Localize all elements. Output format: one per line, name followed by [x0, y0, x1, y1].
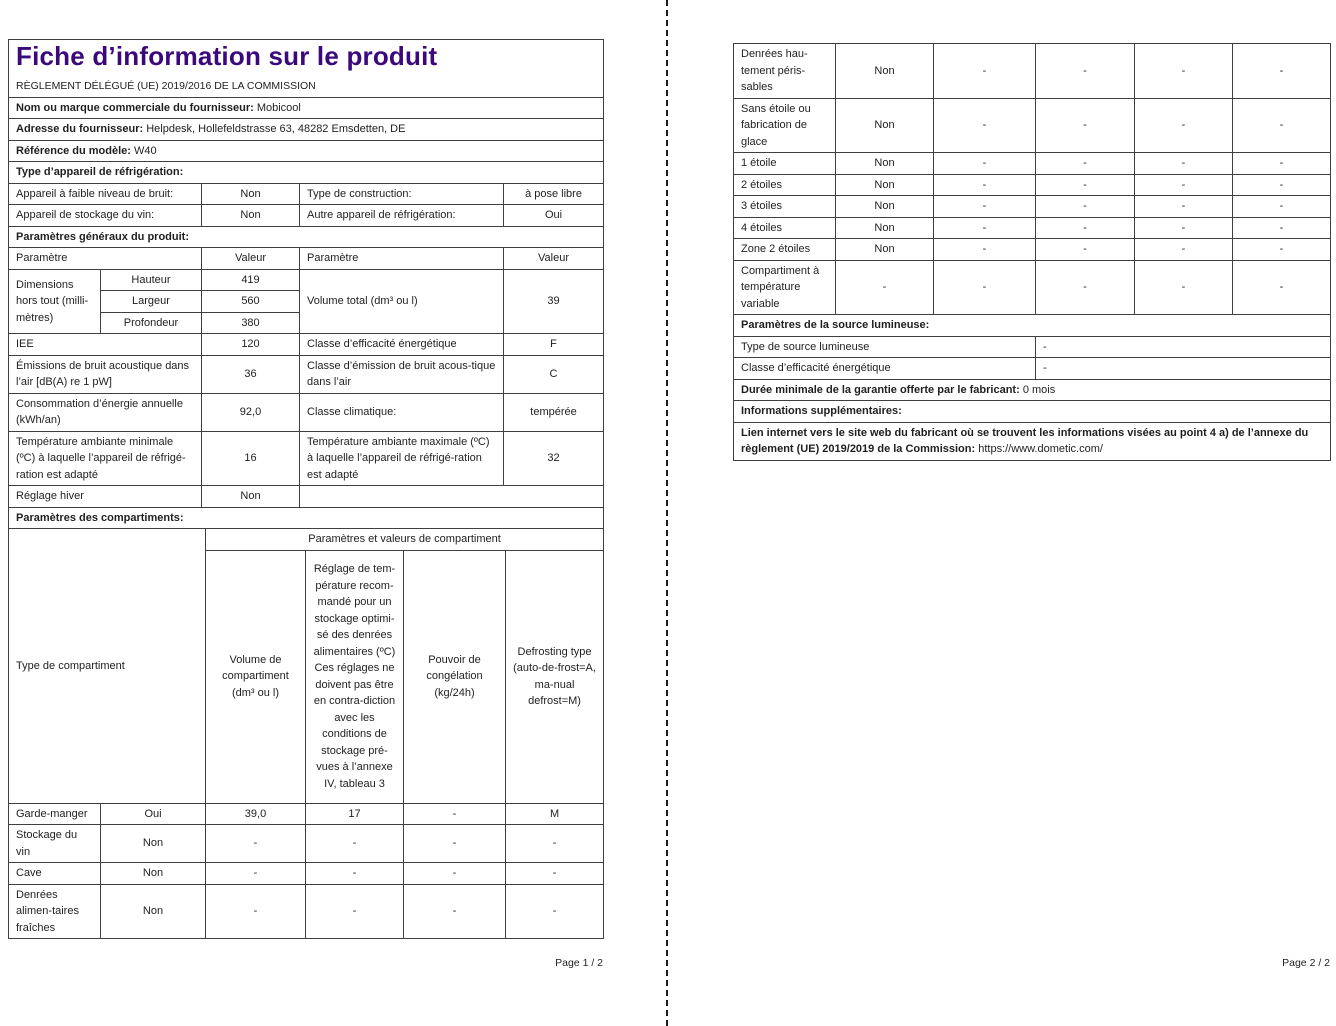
general-param-label: Température ambiante minimale (ºC) à laquelle l’appareil de réfrigé-ration est adapté: [9, 431, 202, 486]
compartment-volume: -: [206, 825, 306, 863]
compartment-defrosting-type: -: [506, 825, 604, 863]
compartment-temperature: -: [1036, 174, 1135, 196]
general-param-label: Classe climatique:: [300, 393, 504, 431]
type-table: [8, 183, 604, 227]
compartment-row: [734, 217, 1331, 239]
light-source-value: -: [1036, 358, 1331, 380]
compartment-defrosting-type: -: [1233, 44, 1331, 99]
compartment-present: Oui: [101, 803, 206, 825]
general-section-heading-row: [9, 226, 604, 248]
dimension-value: 560: [202, 291, 300, 313]
compartment-volume: -: [934, 260, 1036, 315]
type-param-label: Autre appareil de réfrigération:: [300, 205, 504, 227]
compartment-defrosting-type: -: [1233, 153, 1331, 175]
type-param-label: Appareil à faible niveau de bruit:: [9, 183, 202, 205]
general-param-value: 16: [202, 431, 300, 486]
compartment-volume: -: [934, 174, 1036, 196]
general-param-row: [9, 334, 604, 356]
general-param-row: [9, 431, 604, 486]
compartment-volume: -: [934, 239, 1036, 261]
supplier-address-row: [9, 119, 604, 141]
page-divider-dashed-line: [666, 0, 668, 1026]
type-param-value: Oui: [504, 205, 604, 227]
light-source-value: -: [1036, 336, 1331, 358]
page-title: Fiche d’information sur le produit: [16, 41, 438, 71]
compartment-temperature: -: [1036, 153, 1135, 175]
compartment-temperature: -: [306, 884, 404, 939]
compartment-freezing-capacity: -: [1135, 153, 1233, 175]
compartment-defrosting-type: -: [1233, 174, 1331, 196]
compartment-freezing-capacity: -: [404, 803, 506, 825]
compartment-volume: -: [934, 196, 1036, 218]
winter-setting-value: Non: [202, 486, 300, 508]
warranty-row: [734, 379, 1331, 401]
page1-footer: Page 1 / 2: [555, 957, 603, 969]
general-param-row: [9, 393, 604, 431]
compartment-volume: -: [206, 863, 306, 885]
general-param-label: Consommation d’énergie annuelle (kWh/an): [9, 393, 202, 431]
compartment-freezing-capacity: -: [1135, 260, 1233, 315]
general-param-value: 120: [202, 334, 300, 356]
supplier-name-label: Nom ou marque commerciale du fournisseur:: [16, 101, 254, 114]
general-param-value: 32: [504, 431, 604, 486]
extra-info-heading-row: [734, 401, 1331, 423]
page-1: [8, 40, 603, 939]
compartment-row: [734, 239, 1331, 261]
compartment-present: -: [836, 260, 934, 315]
compartment-freezing-capacity: -: [1135, 44, 1233, 99]
compartment-row: [9, 884, 604, 939]
supplier-address-label: Adresse du fournisseur:: [16, 123, 144, 136]
compartment-present: Non: [836, 239, 934, 261]
col-header-compartment-type: Type de compartiment: [9, 529, 206, 804]
col-header-value: Valeur: [202, 248, 300, 270]
compartments-table: [8, 507, 604, 940]
compartment-type: Sans étoile ou fabrication de glace: [734, 98, 836, 153]
compartment-temperature: -: [1036, 196, 1135, 218]
compartment-row: [734, 44, 1331, 99]
col-header-param: Paramètre: [9, 248, 202, 270]
supplier-name-row: [9, 97, 604, 119]
compartment-temperature: -: [1036, 98, 1135, 153]
light-source-row: [734, 358, 1331, 380]
general-param-value: 92,0: [202, 393, 300, 431]
compartment-defrosting-type: -: [506, 863, 604, 885]
dimension-value: 419: [202, 269, 300, 291]
general-param-value: 36: [202, 355, 300, 393]
compartment-type: Stockage du vin: [9, 825, 101, 863]
compartment-row: [9, 863, 604, 885]
compartment-temperature: -: [1036, 239, 1135, 261]
compartment-temperature: -: [306, 825, 404, 863]
compartment-freezing-capacity: -: [1135, 196, 1233, 218]
compartment-row: [734, 98, 1331, 153]
compartment-type: Zone 2 étoiles: [734, 239, 836, 261]
type-row: [9, 205, 604, 227]
compartment-present: Non: [101, 863, 206, 885]
compartment-temperature: -: [1036, 44, 1135, 99]
warranty-label: Durée minimale de la garantie offerte par le fabricant:: [741, 383, 1020, 396]
compartment-defrosting-type: -: [506, 884, 604, 939]
compartment-volume: -: [206, 884, 306, 939]
compartment-defrosting-type: -: [1233, 260, 1331, 315]
compartment-defrosting-type: M: [506, 803, 604, 825]
compartment-freezing-capacity: -: [1135, 217, 1233, 239]
empty-cell: [300, 486, 604, 508]
compartment-present: Non: [101, 825, 206, 863]
manufacturer-link-url: https://www.dometic.com/: [978, 443, 1103, 455]
type-param-value: à pose libre: [504, 183, 604, 205]
general-param-label: Classe d’émission de bruit acous-tique dans l’air: [300, 355, 504, 393]
page2-footer: Page 2 / 2: [1282, 957, 1330, 969]
compartment-row: [734, 260, 1331, 315]
compartment-temperature: 17: [306, 803, 404, 825]
compartment-type: 1 étoile: [734, 153, 836, 175]
dimension-name: Profondeur: [101, 312, 202, 334]
compartment-present: Non: [836, 153, 934, 175]
compartment-present: Non: [836, 196, 934, 218]
compartment-volume: 39,0: [206, 803, 306, 825]
volume-total-label: Volume total (dm³ ou l): [300, 269, 504, 334]
supplier-address-value: Helpdesk, Hollefeldstrasse 63, 48282 Emsdetten, DE: [146, 123, 406, 136]
compartment-volume: -: [934, 153, 1036, 175]
general-param-row: [9, 355, 604, 393]
compartment-volume: -: [934, 44, 1036, 99]
supplier-name-value: Mobicool: [256, 101, 301, 114]
compartment-temperature: -: [306, 863, 404, 885]
manufacturer-link-row: [734, 422, 1331, 460]
general-param-value: tempérée: [504, 393, 604, 431]
extra-info-heading: Informations supplémentaires:: [734, 401, 1331, 423]
winter-setting-label: Réglage hiver: [9, 486, 202, 508]
compartments-span-header-row: [9, 529, 604, 551]
compartment-temperature: -: [1036, 217, 1135, 239]
col-header-volume: Volume de compartiment (dm³ ou l): [206, 550, 306, 803]
compartment-present: Non: [836, 217, 934, 239]
general-header-row: [9, 248, 604, 270]
compartment-present: Non: [101, 884, 206, 939]
compartment-present: Non: [836, 98, 934, 153]
compartment-type: Denrées hau-tement péris-sables: [734, 44, 836, 99]
compartment-volume: -: [934, 98, 1036, 153]
compartment-freezing-capacity: -: [404, 884, 506, 939]
col-header-value: Valeur: [504, 248, 604, 270]
model-ref-label: Référence du modèle:: [16, 144, 131, 157]
type-param-label: Type de construction:: [300, 183, 504, 205]
light-source-row: [734, 336, 1331, 358]
compartment-temperature: -: [1036, 260, 1135, 315]
dimension-row: [9, 269, 604, 291]
compartment-volume: -: [934, 217, 1036, 239]
page-2: [733, 44, 1330, 461]
type-section-heading-row: [9, 162, 604, 184]
general-param-label: IEE: [9, 334, 202, 356]
warranty-value: 0 mois: [1022, 383, 1056, 396]
compartment-type: 2 étoiles: [734, 174, 836, 196]
winter-setting-row: [9, 486, 604, 508]
light-source-section-heading: Paramètres de la source lumineuse:: [734, 315, 1331, 337]
type-row: [9, 183, 604, 205]
compartment-type: 3 étoiles: [734, 196, 836, 218]
compartment-present: Non: [836, 174, 934, 196]
col-header-temperature: Réglage de tem-pérature recom-mandé pour un stockage optimi-sé des denrées alimentaires (ºC) Ces réglages ne doivent pas être en contra-diction avec les conditions de stockage pré-vues à l’annexe IV, tableau 3: [306, 550, 404, 803]
compartments-section-heading: Paramètres des compartiments:: [9, 507, 604, 529]
compartment-row: [734, 174, 1331, 196]
model-ref-row: [9, 140, 604, 162]
compartments-span-header: Paramètres et valeurs de compartiment: [206, 529, 604, 551]
col-header-defrosting-type: Defrosting type (auto-de-frost=A, ma-nual defrost=M): [506, 550, 604, 803]
general-param-label: Émissions de bruit acoustique dans l’air [dB(A) re 1 pW]: [9, 355, 202, 393]
title-row: [9, 40, 604, 98]
general-section-heading: Paramètres généraux du produit:: [9, 226, 604, 248]
dimension-name: Hauteur: [101, 269, 202, 291]
compartment-type: Cave: [9, 863, 101, 885]
compartment-row: [734, 196, 1331, 218]
compartment-defrosting-type: -: [1233, 98, 1331, 153]
type-param-label: Appareil de stockage du vin:: [9, 205, 202, 227]
light-source-label: Type de source lumineuse: [734, 336, 1036, 358]
compartment-freezing-capacity: -: [404, 863, 506, 885]
general-params-table: [8, 226, 604, 508]
general-param-value: F: [504, 334, 604, 356]
type-param-value: Non: [202, 183, 300, 205]
general-param-label: Classe d’efficacité énergétique: [300, 334, 504, 356]
model-ref-value: W40: [133, 144, 157, 157]
compartment-freezing-capacity: -: [1135, 239, 1233, 261]
compartment-type: Compartiment à température variable: [734, 260, 836, 315]
regulation-subtitle: RÈGLEMENT DÉLÉGUÉ (UE) 2019/2016 DE LA COMMISSION: [16, 79, 316, 92]
type-section-heading: Type d’appareil de réfrigération:: [9, 162, 604, 184]
volume-total-value: 39: [504, 269, 604, 334]
compartment-defrosting-type: -: [1233, 239, 1331, 261]
compartments-section-heading-row: [9, 507, 604, 529]
type-param-value: Non: [202, 205, 300, 227]
compartment-type: Denrées alimen-taires fraîches: [9, 884, 101, 939]
compartment-row: [9, 803, 604, 825]
compartment-row: [9, 825, 604, 863]
compartment-freezing-capacity: -: [404, 825, 506, 863]
compartment-freezing-capacity: -: [1135, 174, 1233, 196]
compartment-type: 4 étoiles: [734, 217, 836, 239]
compartment-freezing-capacity: -: [1135, 98, 1233, 153]
compartment-defrosting-type: -: [1233, 217, 1331, 239]
dimension-name: Largeur: [101, 291, 202, 313]
general-param-label: Température ambiante maximale (ºC) à laquelle l’appareil de réfrigé-ration est adapté: [300, 431, 504, 486]
compartment-present: Non: [836, 44, 934, 99]
dimension-value: 380: [202, 312, 300, 334]
general-param-value: C: [504, 355, 604, 393]
compartment-row: [734, 153, 1331, 175]
col-header-freezing-capacity: Pouvoir de congélation (kg/24h): [404, 550, 506, 803]
manufacturer-link-label: Lien internet vers le site web du fabricant où se trouvent les informations visées au point 4 a) de l’annexe du règlement (UE) 2019/2019 de la Commission:: [741, 426, 1309, 455]
col-header-param: Paramètre: [300, 248, 504, 270]
light-source-label: Classe d’efficacité énergétique: [734, 358, 1036, 380]
compartment-type: Garde-manger: [9, 803, 101, 825]
dimensions-label: Dimensions hors tout (milli-mètres): [9, 269, 101, 334]
header-table: [8, 39, 604, 184]
light-source-section-heading-row: [734, 315, 1331, 337]
compartments-continued-table: [733, 43, 1331, 461]
compartment-defrosting-type: -: [1233, 196, 1331, 218]
